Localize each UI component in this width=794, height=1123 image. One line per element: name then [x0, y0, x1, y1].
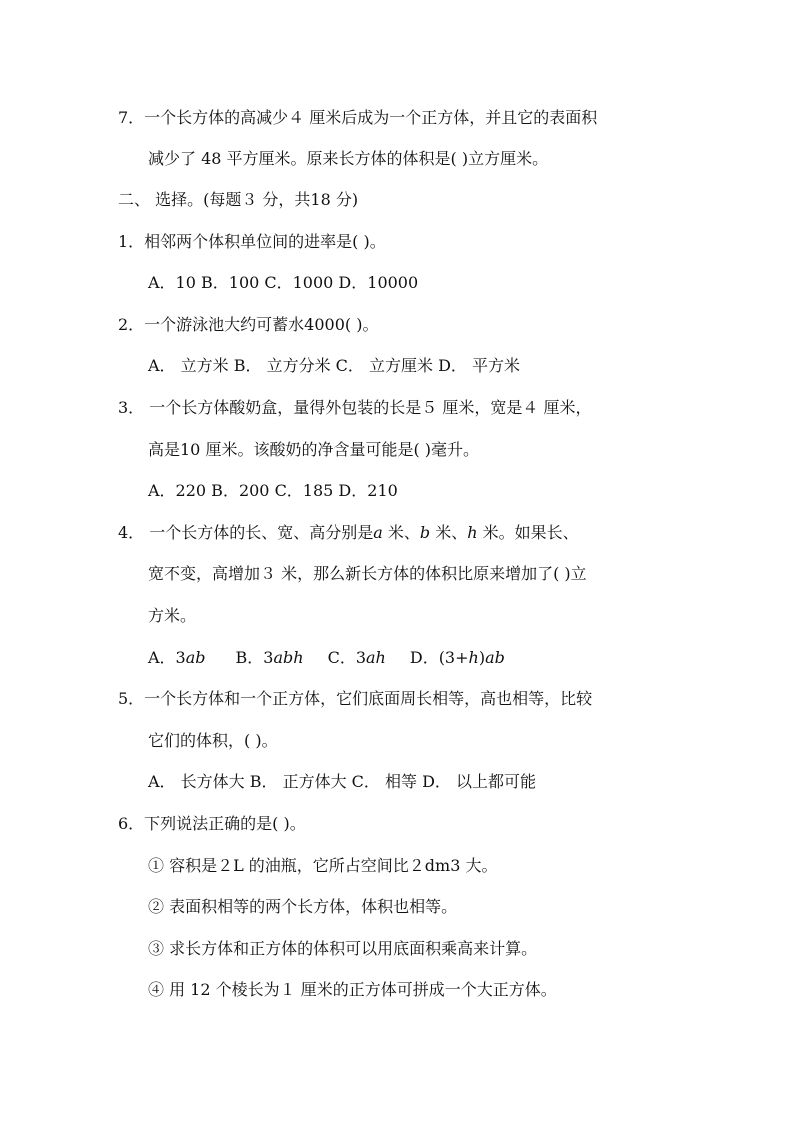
choice3-options: A．220 B．200 C．185 D．210 — [148, 481, 398, 500]
q7-line2: 减少了 48 平方厘米。原来长方体的体积是( )立方厘米。 — [148, 149, 549, 168]
choice1-question: 1．相邻两个体积单位间的进率是( )。 — [118, 232, 386, 251]
choice4-line3: 方米。 — [148, 606, 197, 625]
choice5-line2: 它们的体积，( )。 — [148, 731, 278, 750]
choice4-line1 — [118, 523, 579, 543]
option-c: C．3ah — [327, 648, 386, 667]
q7-line1: 7．一个长方体的高减少４ 厘米后成为一个正方体，并且它的表面积 — [118, 108, 598, 127]
choice2-options: A． 立方米 B． 立方分米 C． 立方厘米 D． 平方米 — [148, 356, 520, 375]
choice4-text-c: 米、 — [430, 523, 468, 542]
choice4-line2: 宽不变，高增加３ 米，那么新长方体的体积比原来增加了( )立 — [148, 564, 587, 583]
choice5-options: A． 长方体大 B． 正方体大 C． 相等 D． 以上都可能 — [148, 772, 536, 791]
variable-a: a — [373, 523, 383, 542]
choice4-text-a: 4． 一个长方体的长、宽、高分别是 — [118, 523, 374, 542]
choice1-options: A．10 B．100 C．1000 D．10000 — [148, 273, 419, 292]
variable-h: h — [467, 523, 478, 542]
choice6-question: 6．下列说法正确的是( )。 — [118, 814, 306, 833]
variable-b: b — [419, 523, 431, 542]
choice6-statement1: ① 容积是２L 的油瓶，它所占空间比２dm3 大。 — [148, 856, 498, 875]
choice4-options — [148, 648, 505, 668]
choice6-statement2: ② 表面积相等的两个长方体，体积也相等。 — [148, 897, 458, 916]
choice3-line2: 高是10 厘米。该酸奶的净含量可能是( )毫升。 — [148, 440, 480, 459]
choice5-line1: 5．一个长方体和一个正方体，它们底面周长相等，高也相等，比较 — [118, 689, 593, 708]
choice6-statement4: ④ 用 12 个棱长为１ 厘米的正方体可拼成一个大正方体。 — [148, 980, 557, 999]
section-heading: 二、 选择。(每题３ 分，共18 分) — [118, 190, 359, 209]
option-d: D．(3+h)ab — [409, 648, 505, 667]
option-a: A．3ab — [148, 648, 206, 667]
choice6-statement3: ③ 求长方体和正方体的体积可以用底面积乘高来计算。 — [148, 939, 538, 958]
choice4-text-d: 米。如果长、 — [477, 523, 579, 542]
option-b: B．3abh — [235, 648, 304, 667]
choice3-line1: 3． 一个长方体酸奶盒，量得外包装的长是５ 厘米，宽是４ 厘米， — [118, 398, 592, 417]
choice4-text-b: 米、 — [382, 523, 420, 542]
choice2-question: 2．一个游泳池大约可蓄水4000( )。 — [118, 315, 379, 334]
